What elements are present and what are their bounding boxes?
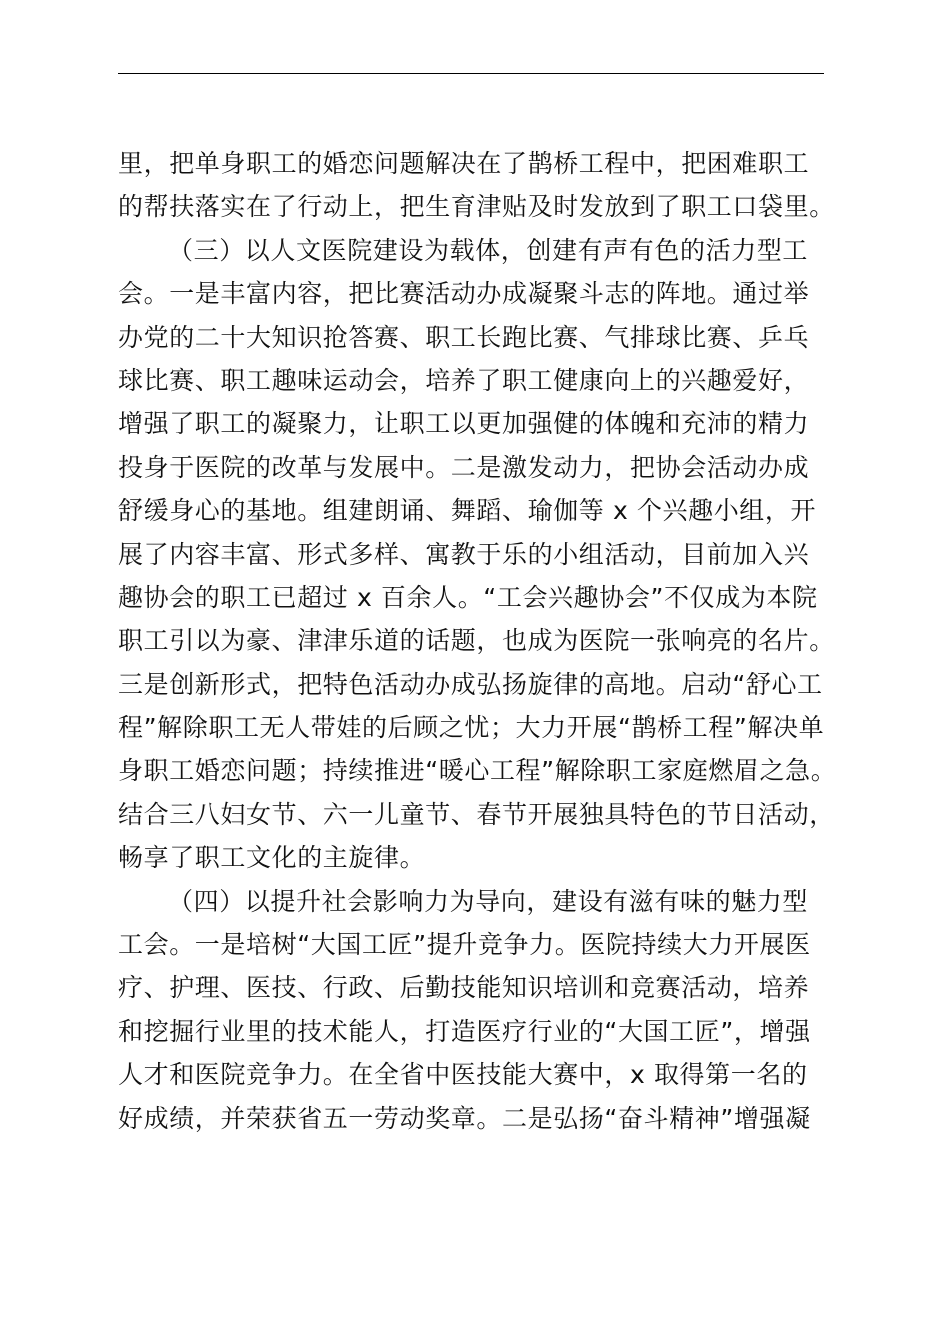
text-line: 疗、护理、医技、行政、后勤技能知识培训和竞赛活动，培养 [118,973,810,1003]
text-line: 趣协会的职工已超过 x 百余人。“工会兴趣协会”不仅成为本院 [118,582,818,612]
section-heading-line: （四）以提升社会影响力为导向，建设有滋有味的魅力型 [168,886,809,916]
text-line: 舒缓身心的基地。组建朗诵、舞蹈、瑜伽等 x 个兴趣小组，开 [118,496,817,526]
text-line: 会。一是丰富内容，把比赛活动办成凝聚斗志的阵地。通过举 [118,279,810,309]
text-line: 办党的二十大知识抢答赛、职工长跑比赛、气排球比赛、乒乓 [118,322,810,352]
section-heading-line: （三）以人文医院建设为载体，创建有声有色的活力型工 [168,235,809,265]
text-line: 三是创新形式，把特色活动办成弘扬旋律的高地。启动“舒心工 [118,669,823,699]
text-line: 人才和医院竞争力。在全省中医技能大赛中，x 取得第一名的 [118,1060,808,1090]
text-line: 里，把单身职工的婚恋问题解决在了鹊桥工程中，把困难职工 [118,149,810,178]
document-body [118,142,838,1140]
text-line: 身职工婚恋问题；持续推进“暖心工程”解除职工家庭燃眉之急。 [118,756,837,786]
text-line: 投身于医院的改革与发展中。二是激发动力，把协会活动办成 [118,452,810,482]
text-line: 好成绩，并荣获省五一劳动奖章。二是弘扬“奋斗精神”增强凝 [118,1103,811,1133]
text-line: 展了内容丰富、形式多样、寓教于乐的小组活动，目前加入兴 [118,539,810,569]
header-rule [118,73,824,74]
text-line: 职工引以为豪、津津乐道的话题，也成为医院一张响亮的名片。 [118,626,835,656]
text-line: 增强了职工的凝聚力，让职工以更加强健的体魄和充沛的精力 [118,409,810,439]
text-line: 结合三八妇女节、六一儿童节、春节开展独具特色的节日活动， [118,799,835,829]
text-line: 和挖掘行业里的技术能人，打造医疗行业的“大国工匠”，增强 [118,1016,811,1046]
text-line: 畅享了职工文化的主旋律。 [118,843,426,873]
text-line: 程”解除职工无人带娃的后顾之忧；大力开展“鹊桥工程”解决单 [118,713,825,743]
text-line: 球比赛、职工趣味运动会，培养了职工健康向上的兴趣爱好， [118,365,810,395]
text-line: 工会。一是培树“大国工匠”提升竞争力。医院持续大力开展医 [118,930,811,960]
text-line: 的帮扶落实在了行动上，把生育津贴及时发放到了职工口袋里。 [118,192,835,222]
